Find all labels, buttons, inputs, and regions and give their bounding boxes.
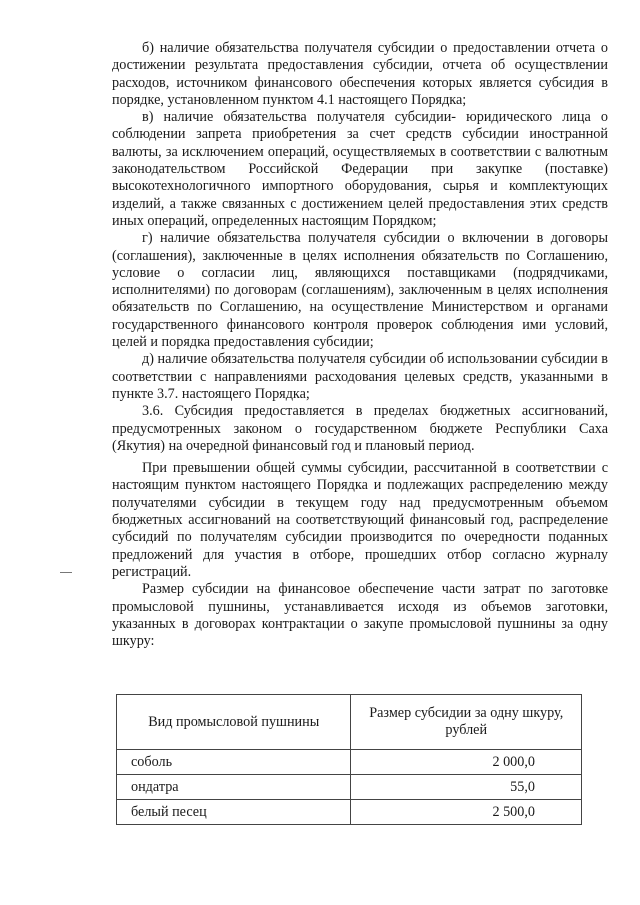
subsidy-rates-table [116, 694, 582, 825]
table-row [117, 775, 582, 800]
subsidy-value-cell: 55,0 [351, 775, 582, 800]
fur-type-cell: ондатра [117, 775, 351, 800]
table-row [117, 750, 582, 775]
document-body [112, 40, 608, 650]
paragraph-distribution: При превышении общей суммы субсидии, рассчитанной в соответствии с настоящим пунктом настоящего Порядка и подлежащих распределению между получателями субсидии в текущем году над предусмотренным объемом бюджетных ассигнований на соответствующий финансовый год, распределение субсидий по получателям субсидии производится по очередности поданных предложений для участия в отборе, прошедших отбор согласно журналу регистраций. [112, 460, 608, 580]
paragraph-3-6: 3.6. Субсидия предоставляется в пределах бюджетных ассигнований, предусмотренных законом о государственном бюджете Республики Саха (Якутия) на очередной финансовый год и плановый период. [112, 403, 608, 454]
paragraph-b: б) наличие обязательства получателя субсидии о предоставлении отчета о достижении результата предоставления субсидии, отчета об осуществлении расходов, источником финансового обеспечения которых является субсидия в порядке, установленном пунктом 4.1 настоящего Порядка; [112, 40, 608, 108]
header-fur-type: Вид промысловой пушнины [117, 695, 351, 750]
header-subsidy-per-pelt: Размер субсидии за одну шкуру, рублей [351, 695, 582, 750]
fur-type-cell: соболь [117, 750, 351, 775]
fur-type-cell: белый песец [117, 800, 351, 825]
subsidy-value-cell: 2 500,0 [351, 800, 582, 825]
paragraph-g: г) наличие обязательства получателя субсидии о включении в договоры (соглашения), заключенные в целях исполнения обязательств по Соглашению, условие о согласии лиц, являющихся поставщиками (подрядчиками, исполнителями) по договорам (соглашениям), заключенным в целях исполнения обязательств по Соглашению, на осуществление Министерством и органами государственного финансового контроля проверок соблюдения ими условий, целей и порядка предоставления субсидии; [112, 230, 608, 351]
subsidy-value-cell: 2 000,0 [351, 750, 582, 775]
paragraph-subsidy-size: Размер субсидии на финансовое обеспечение части затрат по заготовке промысловой пушнины, устанавливается исходя из объемов заготовки, указанных в договорах контрактации о закупе промысловой пушнины за одну шкуру: [112, 581, 608, 650]
table-header-row [117, 695, 582, 750]
table-row [117, 800, 582, 825]
paragraph-v: в) наличие обязательства получателя субсидии- юридического лица о соблюдении запрета приобретения за счет средств субсидии иностранной валюты, за исключением операций, осуществляемых в соответствии с валютным законодательством Российской Федерации при закупке (поставке) высокотехнологичного импортного оборудования, сырья и комплектующих изделий, а также связанных с достижением целей предоставления этих средств иных операций, определенных настоящим Порядком; [112, 109, 608, 229]
margin-mark [60, 572, 72, 573]
paragraph-d: д) наличие обязательства получателя субсидии об использовании субсидии в соответствии с направлениями расходования целевых средств, указанными в пункте 3.7. настоящего Порядка; [112, 351, 608, 402]
